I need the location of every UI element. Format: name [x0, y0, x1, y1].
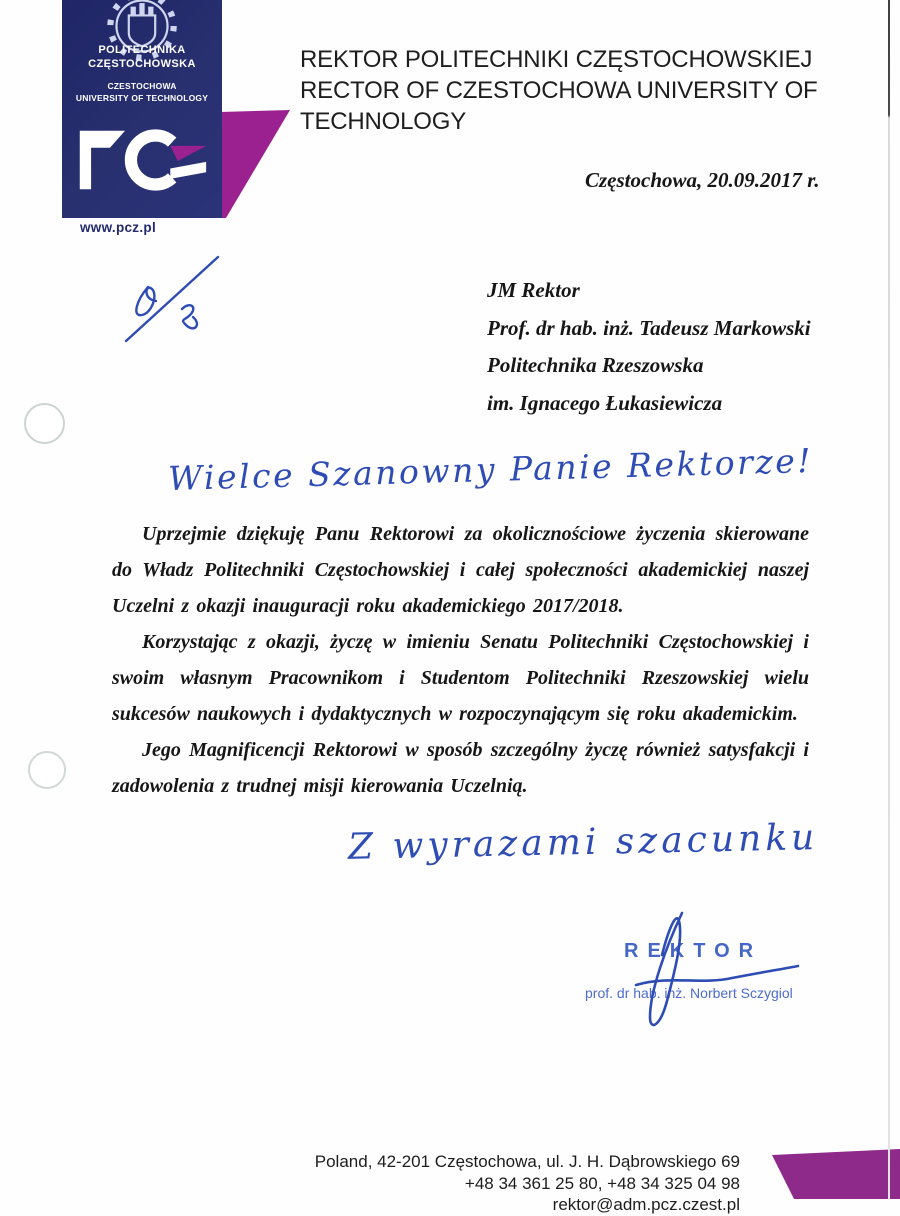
footer-magenta-wedge — [770, 1145, 900, 1199]
addressee-block — [487, 272, 811, 422]
logo-name-pl-2: CZĘSTOCHOWSKA — [88, 58, 196, 70]
handwritten-salutation: Wielce Szanowny Panie Rektorze! — [167, 441, 814, 498]
addressee-name: Prof. dr hab. inż. Tadeusz Markowski — [487, 315, 811, 340]
university-logo-block — [62, 0, 222, 218]
body-paragraph-3: Jego Magnificencji Rektorowi w sposób szczególny życzę również satysfakcji i zadowolenia z trudnej misji kierowania Uczelnią. — [112, 739, 809, 797]
addressee-title: JM Rektor — [487, 278, 580, 302]
footer-contact-block — [0, 1151, 740, 1216]
website-url: www.pcz.pl — [80, 220, 157, 235]
footer-phones: +48 34 361 25 80, +48 34 325 04 98 — [464, 1173, 740, 1193]
letter-header — [300, 44, 900, 137]
rektor-stamp-name: prof. dr hab. inż. Norbert Sczygiol — [585, 985, 793, 1001]
logo-name-en-1: CZESTOCHOWA — [107, 81, 177, 91]
handwritten-closing: Z wyrazami szacunku — [347, 817, 819, 868]
handwritten-initials-paraph — [118, 243, 243, 353]
addressee-institution-2: im. Ignacego Łukasiewicza — [487, 390, 723, 415]
body-paragraph-1: Uprzejmie dziękuję Panu Rektorowi za okolicznościowe życzenia skierowane do Władz Politechniki Częstochowskiej i całej społeczności akademickiej naszej Uczelni z okazji inauguracji roku akademickiego 2017/2018. — [112, 523, 809, 617]
hole-punch-top — [24, 403, 65, 444]
body-paragraph-2: Korzystając z okazji, życzę w imieniu Senatu Politechniki Częstochowskiej i swoim własnym Pracownikom i Studentom Politechniki Rzeszowskiej wielu sukcesów naukowych i dydaktycznych w rozpoczynającym się roku akademickim. — [112, 631, 809, 725]
handwritten-signature — [600, 905, 800, 1030]
letter-body — [112, 516, 809, 804]
logo-name-pl-1: POLITECHNIKA — [98, 44, 186, 56]
addressee-institution: Politechnika Rzeszowska — [487, 353, 704, 377]
footer-address: Poland, 42-201 Częstochowa, ul. J. H. Dąbrowskiego 69 — [314, 1152, 740, 1171]
header-line-pl: REKTOR POLITECHNIKI CZĘSTOCHOWSKIEJ — [300, 46, 813, 73]
rektor-stamp-title: REKTOR — [624, 940, 763, 962]
header-line-en: RECTOR OF CZESTOCHOWA UNIVERSITY OF TECHNOLOGY — [300, 77, 818, 135]
pcz-logo-icon — [76, 120, 208, 200]
footer-email: rektor@adm.pcz.czest.pl — [552, 1195, 740, 1214]
logo-name-en-2: UNIVERSITY OF TECHNOLOGY — [75, 93, 209, 103]
hole-punch-bottom — [28, 751, 66, 789]
date-line: Częstochowa, 20.09.2017 r. — [585, 168, 820, 192]
scan-edge-artifact — [888, 0, 890, 1199]
